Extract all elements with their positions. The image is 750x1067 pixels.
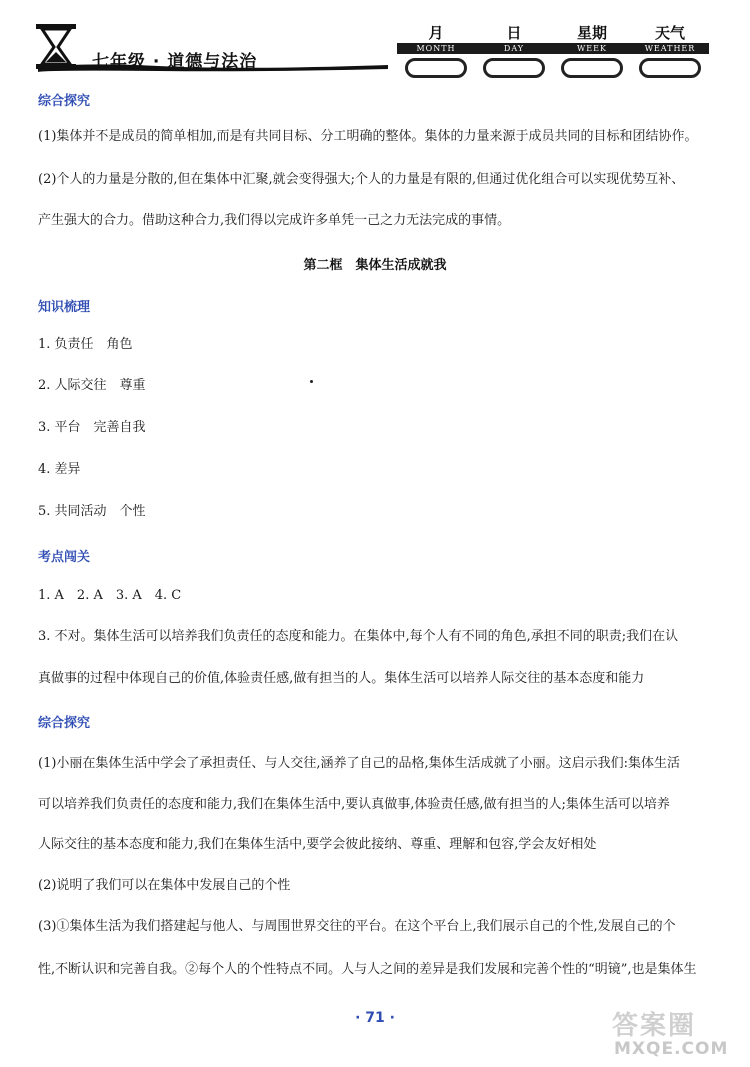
section-heading-inquiry-1: 综合探究 xyxy=(38,94,91,109)
page-number: · 71 · xyxy=(355,1010,395,1026)
day-label: 日 xyxy=(506,24,522,42)
inquiry-2-answer-1-line1: (1)小丽在集体生活中学会了承担责任、与人交往,涵养了自己的品格,集体生活成就了小丽。这启示我们:集体生活 xyxy=(38,756,681,771)
inquiry-1-answer-2-line2: 产生强大的合力。借助这种合力,我们得以完成许多单凭一己之力无法完成的事情。 xyxy=(38,213,511,228)
watermark-top: 答案圈 xyxy=(612,1011,697,1041)
inquiry-1-answer-2-line1: (2)个人的力量是分散的,但在集体中汇聚,就会变得强大;个人的力量是有限的,但通过优化组合可以实现优势互补、 xyxy=(38,172,685,187)
section-heading-knowledge: 知识梳理 xyxy=(38,300,91,315)
date-weather-fields xyxy=(395,22,705,82)
knowledge-item: 3. 平台 完善自我 xyxy=(38,420,146,435)
knowledge-item: 5. 共同活动 个性 xyxy=(38,504,146,519)
inquiry-2-answer-3-line1: (3)①集体生活为我们搭建起与他人、与周围世界交往的平台。在这个平台上,我们展示自己的个性,发展自己的个 xyxy=(38,919,676,934)
exam-choice-answers: 1. A 2. A 3. A 4. C xyxy=(38,588,182,603)
weather-field xyxy=(629,22,711,80)
week-label: 星期 xyxy=(576,24,607,42)
month-box xyxy=(405,58,467,78)
month-label: 月 xyxy=(428,24,444,42)
month-label-en: MONTH xyxy=(397,43,475,54)
day-box xyxy=(483,58,545,78)
exam-q3-line1: 3. 不对。集体生活可以培养我们负责任的态度和能力。在集体中,每个人有不同的角色,承担不同的职责;我们在认 xyxy=(38,629,679,644)
inquiry-2-answer-1-line2: 可以培养我们负责任的态度和能力,我们在集体生活中,要认真做事,体验责任感,做有担当的人;集体生活可以培养 xyxy=(38,797,670,812)
weather-label-en: WEATHER xyxy=(631,43,709,54)
month-field xyxy=(395,22,477,80)
knowledge-item: 2. 人际交往 尊重 xyxy=(38,378,146,393)
knowledge-item: 4. 差异 xyxy=(38,462,81,477)
week-field xyxy=(551,22,633,80)
knowledge-item: 1. 负责任 角色 xyxy=(38,337,133,352)
week-label-en: WEEK xyxy=(553,43,631,54)
inquiry-1-answer-1: (1)集体并不是成员的简单相加,而是有共同目标、分工明确的整体。集体的力量来源于成员共同的目标和团结协作。 xyxy=(38,129,698,144)
section-heading-exam: 考点闯关 xyxy=(38,550,91,565)
week-box xyxy=(561,58,623,78)
page-header xyxy=(0,0,750,95)
lesson-title: 第二框 集体生活成就我 xyxy=(303,258,447,273)
inquiry-2-answer-1-line3: 人际交往的基本态度和能力,我们在集体生活中,要学会彼此接纳、尊重、理解和包容,学会友好相处 xyxy=(38,837,597,852)
weather-box xyxy=(639,58,701,78)
grade-subject-title: 七年级 · 道德与法治 xyxy=(92,52,258,72)
weather-label: 天气 xyxy=(654,24,685,42)
exam-q3-line2: 真做事的过程中体现自己的价值,体验责任感,做有担当的人。集体生活可以培养人际交往的基本态度和能力 xyxy=(38,671,645,686)
inquiry-2-answer-3-line2: 性,不断认识和完善自我。②每个人的个性特点不同。人与人之间的差异是我们发展和完善个性的“明镜”,也是集体生 xyxy=(38,962,697,977)
stray-dot xyxy=(310,380,313,383)
day-label-en: DAY xyxy=(475,43,553,54)
section-heading-inquiry-2: 综合探究 xyxy=(38,716,91,731)
watermark-bottom: MXQE.COM xyxy=(614,1039,729,1059)
day-field xyxy=(473,22,555,80)
inquiry-2-answer-2: (2)说明了我们可以在集体中发展自己的个性 xyxy=(38,878,291,893)
watermark xyxy=(612,1005,737,1063)
